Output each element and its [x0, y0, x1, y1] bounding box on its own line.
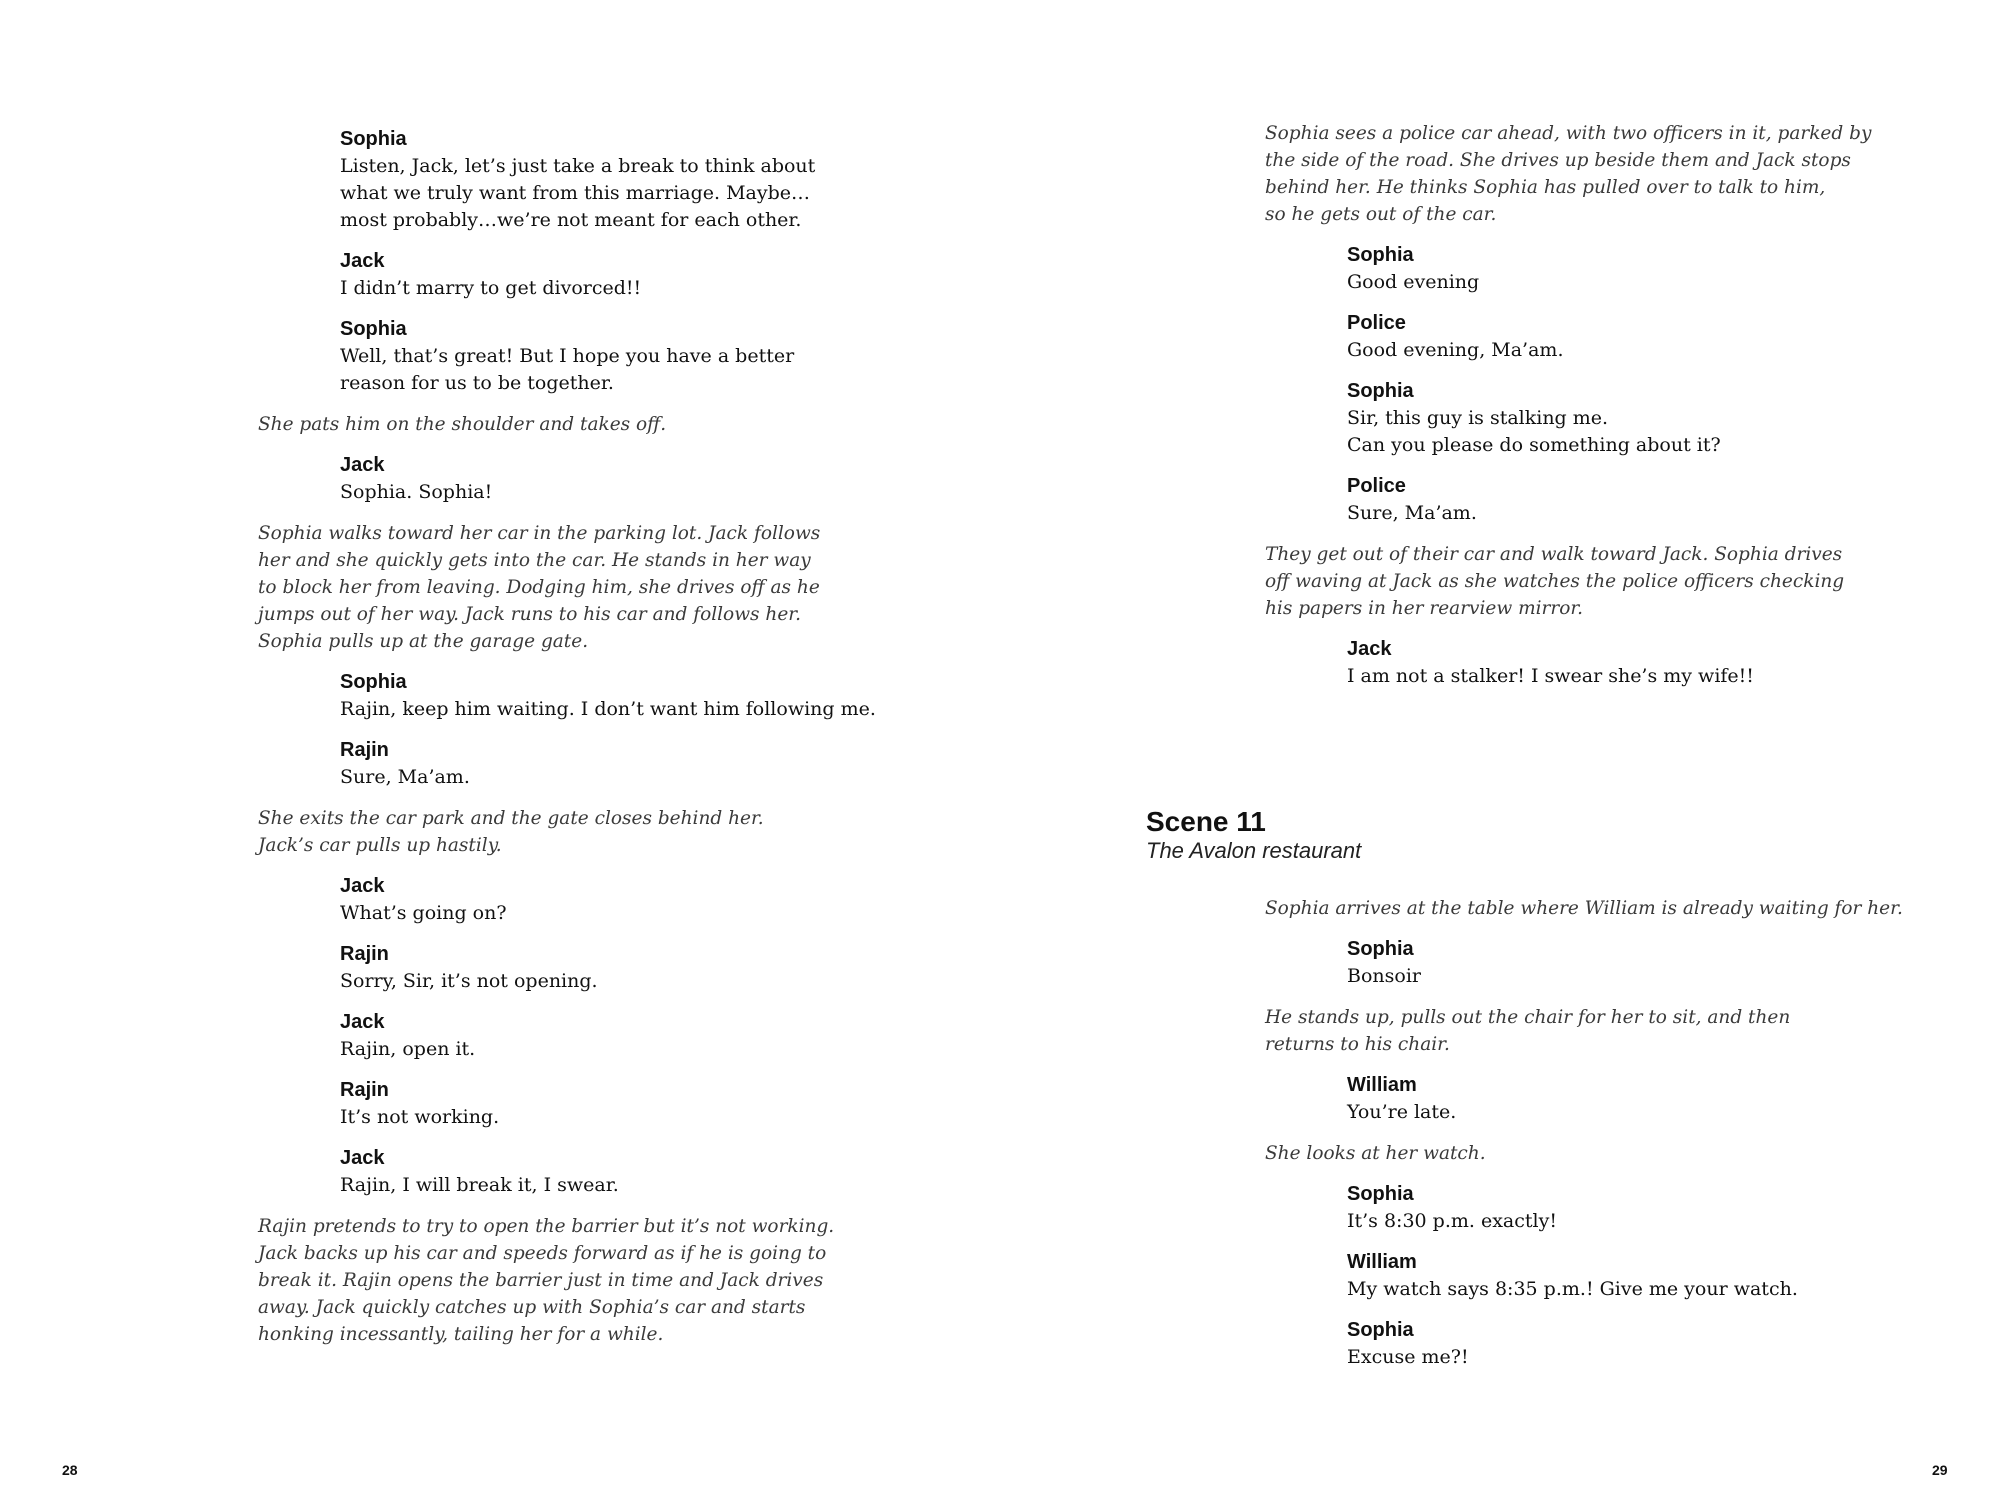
dialogue-line: Sure, Ma’am.	[340, 766, 470, 788]
dialogue-block	[258, 1145, 898, 1199]
stage-direction-block	[258, 805, 898, 859]
dialogue-block	[1265, 1181, 1945, 1235]
dialogue-block	[258, 126, 898, 234]
page-number-right: 29	[1932, 1462, 1948, 1478]
dialogue-block	[258, 1077, 898, 1131]
stage-direction-block	[1265, 541, 1885, 622]
dialogue-line: Sophia. Sophia!	[340, 481, 493, 503]
scene-title: Scene 11	[1146, 806, 1266, 837]
character-name: Jack	[340, 875, 385, 897]
dialogue-block	[258, 941, 898, 995]
character-name: Rajin	[340, 739, 389, 761]
stage-direction: He stands up, pulls out the chair for her to sit, and then returns to his chair.	[1265, 1007, 1791, 1055]
scene-location: The Avalon restaurant	[1146, 838, 1362, 863]
character-name: Rajin	[340, 1079, 389, 1101]
character-name: Police	[1347, 475, 1406, 497]
character-name: Jack	[340, 454, 385, 476]
dialogue-line: It’s not working.	[340, 1106, 500, 1128]
character-name: Jack	[340, 1011, 385, 1033]
character-name: Jack	[340, 250, 385, 272]
dialogue-block	[1265, 378, 1885, 459]
stage-direction: She looks at her watch.	[1265, 1143, 1486, 1164]
dialogue-line: Bonsoir	[1347, 965, 1421, 987]
dialogue-block	[1265, 242, 1885, 296]
stage-direction-block	[1265, 895, 1945, 922]
dialogue-line: You’re late.	[1347, 1101, 1457, 1123]
dialogue-block	[1265, 936, 1945, 990]
dialogue-line: Listen, Jack, let’s just take a break to think about what we truly want from this marriage. Maybe… most probably…we’re not meant for each other.	[340, 155, 816, 231]
left-script-column	[258, 126, 898, 1352]
scene-heading	[1146, 806, 1361, 864]
stage-direction: They get out of their car and walk toward Jack. Sophia drives off waving at Jack as she watches the police officers checking his papers in her rearview mirror.	[1265, 544, 1845, 619]
dialogue-block	[1265, 473, 1885, 527]
character-name: Jack	[1347, 638, 1392, 660]
stage-direction: Sophia walks toward her car in the parking lot. Jack follows her and she quickly gets into the car. He stands in her way to block her from leaving. Dodging him, she drives off as he jumps out of her way. Jack runs to his car and follows her. Sophia pulls up at the garage gate.	[258, 523, 821, 652]
dialogue-line: Excuse me?!	[1347, 1346, 1469, 1368]
dialogue-block	[258, 737, 898, 791]
dialogue-line: Good evening, Ma’am.	[1347, 339, 1564, 361]
right-script-column-top	[1265, 120, 1885, 690]
dialogue-line: Sure, Ma’am.	[1347, 502, 1477, 524]
character-name: Rajin	[340, 943, 389, 965]
dialogue-line: Sir, this guy is stalking me. Can you please do something about it?	[1347, 407, 1721, 456]
character-name: William	[1347, 1074, 1417, 1096]
character-name: Sophia	[340, 671, 407, 693]
dialogue-block	[1265, 1072, 1945, 1126]
character-name: Sophia	[1347, 380, 1414, 402]
dialogue-block	[1265, 310, 1885, 364]
dialogue-block	[258, 248, 898, 302]
dialogue-line: My watch says 8:35 p.m.! Give me your watch.	[1347, 1278, 1798, 1300]
dialogue-block	[258, 669, 898, 723]
stage-direction-block	[258, 520, 898, 655]
dialogue-line: Rajin, keep him waiting. I don’t want him following me.	[340, 698, 876, 720]
dialogue-block	[258, 1009, 898, 1063]
dialogue-line: Sorry, Sir, it’s not opening.	[340, 970, 598, 992]
character-name: Police	[1347, 312, 1406, 334]
dialogue-block	[258, 873, 898, 927]
stage-direction: She pats him on the shoulder and takes off.	[258, 414, 667, 435]
stage-direction: Rajin pretends to try to open the barrier but it’s not working. Jack backs up his car and speeds forward as if he is going to break it. Rajin opens the barrier just in time and Jack drives away. Jack quickly catches up with Sophia’s car and starts honking incessantly, tailing her for a while.	[258, 1216, 835, 1345]
stage-direction-block	[1265, 1140, 1945, 1167]
stage-direction-block	[1265, 120, 1885, 228]
character-name: William	[1347, 1251, 1417, 1273]
stage-direction: She exits the car park and the gate closes behind her. Jack’s car pulls up hastily.	[258, 808, 764, 856]
character-name: Sophia	[340, 318, 407, 340]
dialogue-line: I am not a stalker! I swear she’s my wife!!	[1347, 665, 1754, 687]
dialogue-line: Well, that’s great! But I hope you have a better reason for us to be together.	[340, 345, 795, 394]
stage-direction: Sophia sees a police car ahead, with two officers in it, parked by the side of the road. She drives up beside them and Jack stops behind her. He thinks Sophia has pulled over to talk to him, so he gets out of the car.	[1265, 123, 1872, 225]
character-name: Sophia	[1347, 1183, 1414, 1205]
right-script-column-bottom	[1265, 895, 1945, 1371]
dialogue-block	[258, 316, 898, 397]
dialogue-line: It’s 8:30 p.m. exactly!	[1347, 1210, 1557, 1232]
dialogue-line: Good evening	[1347, 271, 1480, 293]
dialogue-line: What’s going on?	[340, 902, 507, 924]
dialogue-block	[258, 452, 898, 506]
dialogue-block	[1265, 636, 1885, 690]
stage-direction-block	[258, 1213, 898, 1348]
character-name: Sophia	[1347, 938, 1414, 960]
stage-direction-block	[258, 411, 898, 438]
character-name: Sophia	[1347, 1319, 1414, 1341]
character-name: Sophia	[340, 128, 407, 150]
dialogue-line: Rajin, open it.	[340, 1038, 476, 1060]
dialogue-line: I didn’t marry to get divorced!!	[340, 277, 642, 299]
dialogue-line: Rajin, I will break it, I swear.	[340, 1174, 619, 1196]
page-number-left: 28	[62, 1462, 78, 1478]
dialogue-block	[1265, 1317, 1945, 1371]
dialogue-block	[1265, 1249, 1945, 1303]
stage-direction-block	[1265, 1004, 1945, 1058]
character-name: Jack	[340, 1147, 385, 1169]
character-name: Sophia	[1347, 244, 1414, 266]
stage-direction: Sophia arrives at the table where William is already waiting for her.	[1265, 898, 1903, 919]
